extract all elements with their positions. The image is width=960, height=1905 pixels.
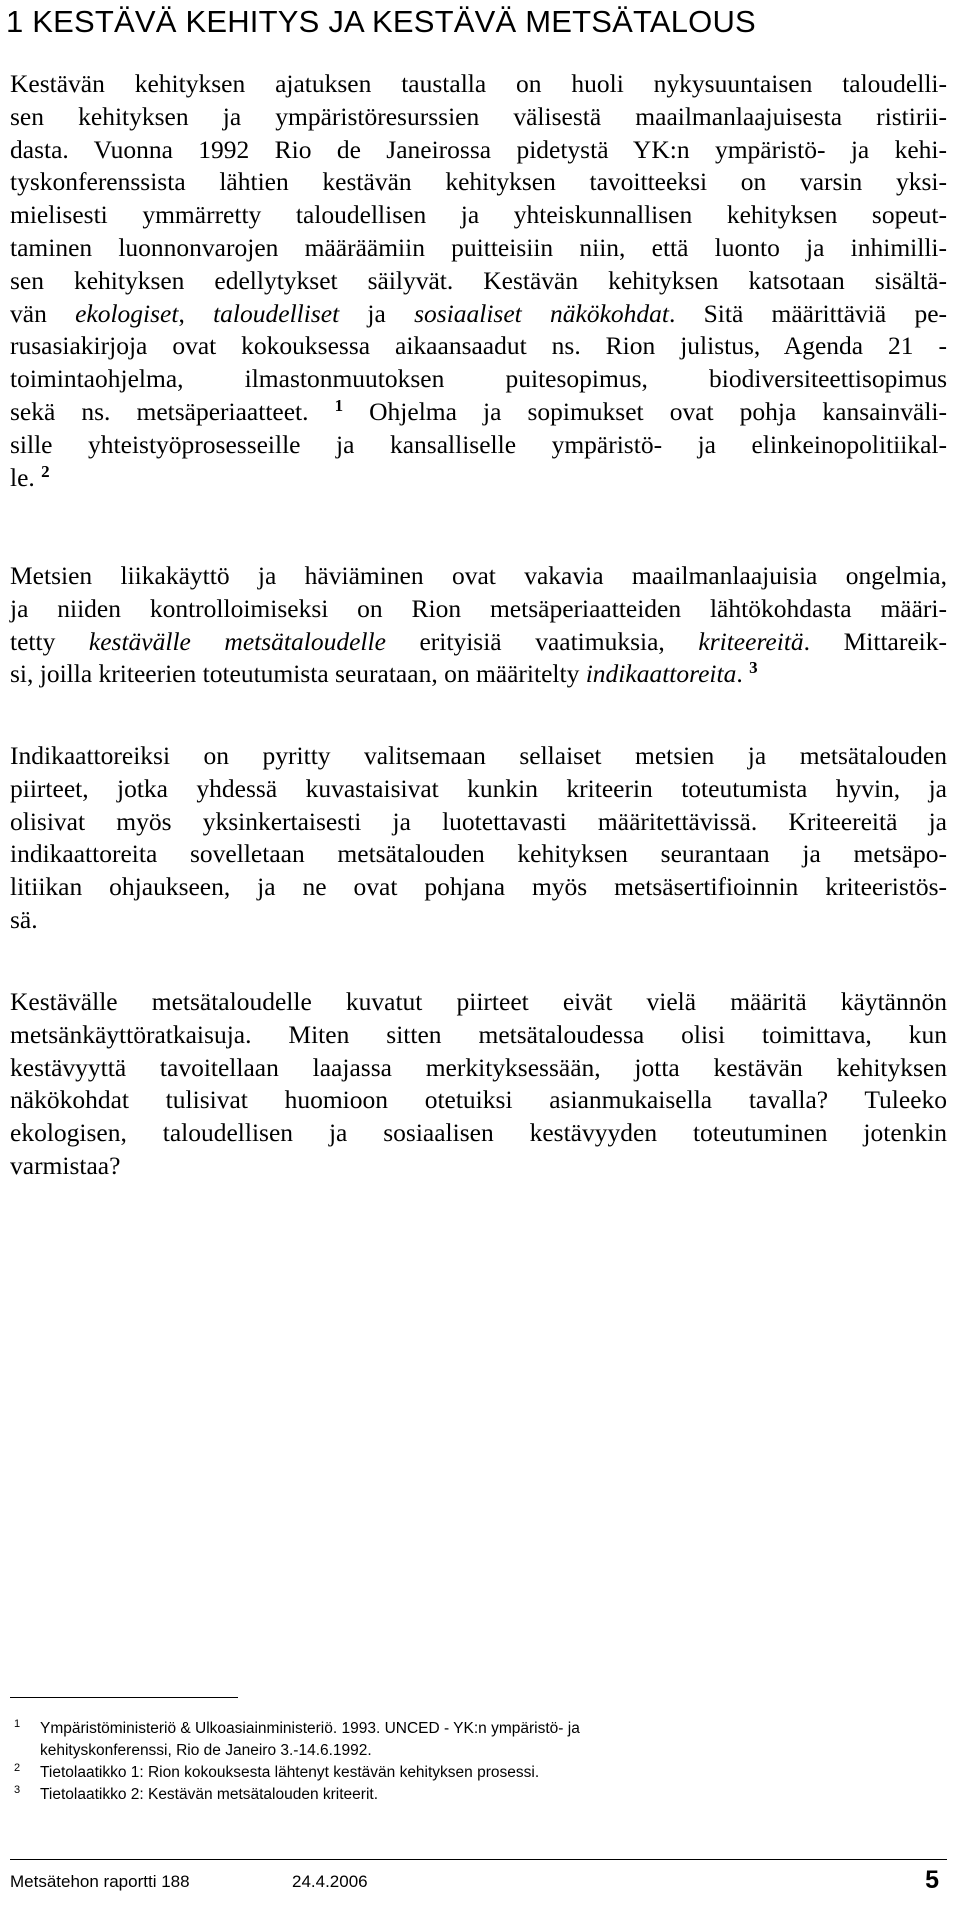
italic-term: indikaattoreita	[585, 659, 737, 689]
paragraph-4	[10, 986, 947, 1183]
footnote-text: Tietolaatikko 2: Kestävän metsätalouden kriteerit.	[40, 1786, 379, 1803]
text-line: varmistaa?	[10, 1150, 121, 1180]
paragraph-2	[10, 560, 947, 691]
page-footer	[10, 1868, 947, 1898]
text-line: ekologisen, taloudellisen ja sosiaalisen kestävyyden toteutuminen jotenkin	[10, 1118, 947, 1148]
text-run: vän	[10, 298, 76, 328]
text-line	[10, 462, 947, 495]
footnote-number: 1	[14, 1718, 21, 1730]
text-line: sille yhteistyöprosesseille ja kansalliselle ympäristö- ja elinkeinopolitiikal-	[10, 429, 947, 459]
text-run: sekä ns. metsäperiaatteet.	[10, 396, 335, 426]
text-run: .	[736, 659, 750, 689]
text-run: le.	[10, 462, 42, 492]
footnote-2	[14, 1762, 914, 1784]
text-line: ja niiden kontrolloimiseksi on Rion metsäperiaatteiden lähtökohdasta määri-	[10, 593, 947, 623]
italic-term: taloudelliset	[213, 298, 340, 328]
paragraph-1	[10, 68, 947, 494]
text-line: toimintaohjelma, ilmastonmuutoksen puitesopimus, biodiversiteettisopimus	[10, 364, 947, 394]
text-line: Kestävälle metsätaloudelle kuvatut piirteet eivät vielä määritä käytännön	[10, 987, 947, 1016]
footnote-text: Ympäristöministeriö & Ulkoasiainministeriö. 1993. UNCED - YK:n ympäristö- ja	[40, 1720, 580, 1737]
footnote-ref[interactable]: 1	[334, 395, 344, 415]
text-run: Ohjelma ja sopimukset ovat pohja kansainväli-	[343, 396, 948, 426]
italic-term: kestävälle metsätaloudelle	[88, 626, 386, 656]
text-line	[10, 626, 947, 659]
text-line: Kestävän kehityksen ajatuksen taustalla on huoli nykysuuntaisen taloudelli-	[10, 69, 947, 98]
footnote-3	[14, 1784, 914, 1806]
italic-term: ekologiset	[75, 298, 179, 328]
footer-divider	[10, 1859, 947, 1860]
text-run: . Sitä määrittäviä pe-	[668, 298, 948, 328]
italic-term: kriteereitä	[698, 626, 804, 656]
footnote-divider	[10, 1697, 238, 1698]
text-line	[10, 298, 947, 331]
text-line: olisivat myös yksinkertaisesti ja luotettavasti määritettävissä. Kriteereitä ja	[10, 806, 947, 836]
text-line: sen kehityksen ja ympäristöresurssien välisestä maailmanlaajuisesta ristirii-	[10, 101, 947, 131]
footnote-ref[interactable]: 2	[41, 461, 50, 481]
text-line: rusasiakirjoja ovat kokouksessa aikaansaadut ns. Rion julistus, Agenda 21 -	[10, 331, 947, 361]
text-line: Indikaattoreiksi on pyritty valitsemaan sellaiset metsien ja metsätalouden	[10, 741, 947, 770]
text-line: tyskonferenssista lähtien kestävän kehityksen tavoitteeksi on varsin yksi-	[10, 167, 947, 197]
text-line: näkökohdat tulisivat huomioon otetuiksi asianmukaisella tavalla? Tuleeko	[10, 1085, 947, 1115]
text-run: ja	[339, 298, 415, 328]
footnote-text: Tietolaatikko 1: Rion kokouksesta lähtenyt kestävän kehityksen prosessi.	[40, 1764, 540, 1781]
page-number: 5	[925, 1866, 939, 1894]
text-run: erityisiä vaatimuksia,	[385, 626, 699, 656]
text-line: indikaattoreita sovelletaan metsätalouden kehityksen seurantaan ja metsäpo-	[10, 839, 947, 869]
text-line: litiikan ohjaukseen, ja ne ovat pohjana myös metsäsertifioinnin kriteeristös-	[10, 872, 947, 902]
text-line: taminen luonnonvarojen määräämiin puitteisiin niin, että luonto ja inhimilli-	[10, 232, 947, 262]
text-run: ,	[178, 298, 214, 328]
text-run: tetty	[10, 626, 89, 656]
footnote-ref[interactable]: 3	[749, 658, 758, 678]
paragraph-3	[10, 740, 947, 937]
chapter-heading: 1 KESTÄVÄ KEHITYS JA KESTÄVÄ METSÄTALOUS	[6, 4, 756, 39]
footnotes	[14, 1718, 914, 1806]
text-line: sen kehityksen edellytykset säilyvät. Kestävän kehityksen katsotaan sisältä-	[10, 265, 947, 295]
text-run: . Mittareik-	[803, 626, 947, 656]
italic-term: sosiaaliset näkökohdat	[414, 298, 669, 328]
text-line: dasta. Vuonna 1992 Rio de Janeirossa pidetystä YK:n ympäristö- ja kehi-	[10, 134, 947, 164]
footnote-1	[14, 1718, 914, 1740]
report-name: Metsätehon raportti 188	[10, 1872, 190, 1891]
text-line: mielisesti ymmärretty taloudellisen ja yhteiskunnallisen kehityksen sopeut-	[10, 200, 947, 230]
text-line: piirteet, jotka yhdessä kuvastaisivat kunkin kriteerin toteutumista hyvin, ja	[10, 773, 947, 803]
text-line	[10, 396, 947, 429]
text-line: sä.	[10, 904, 38, 934]
text-line: kestävyyttä tavoitellaan laajassa merkityksessään, jotta kestävän kehityksen	[10, 1052, 947, 1082]
footnote-1-continuation: kehityskonferenssi, Rio de Janeiro 3.-14.6.1992.	[40, 1742, 372, 1759]
text-line	[10, 658, 947, 691]
footnote-number: 3	[14, 1784, 21, 1796]
text-run: si, joilla kriteerien toteutumista seurataan, on määritelty	[10, 659, 586, 689]
report-date: 24.4.2006	[292, 1872, 368, 1891]
text-line: metsänkäyttöratkaisuja. Miten sitten metsätaloudessa olisi toimittava, kun	[10, 1019, 947, 1049]
text-line: Metsien liikakäyttö ja häviäminen ovat vakavia maailmanlaajuisia ongelmia,	[10, 561, 947, 590]
footnote-number: 2	[14, 1762, 21, 1774]
